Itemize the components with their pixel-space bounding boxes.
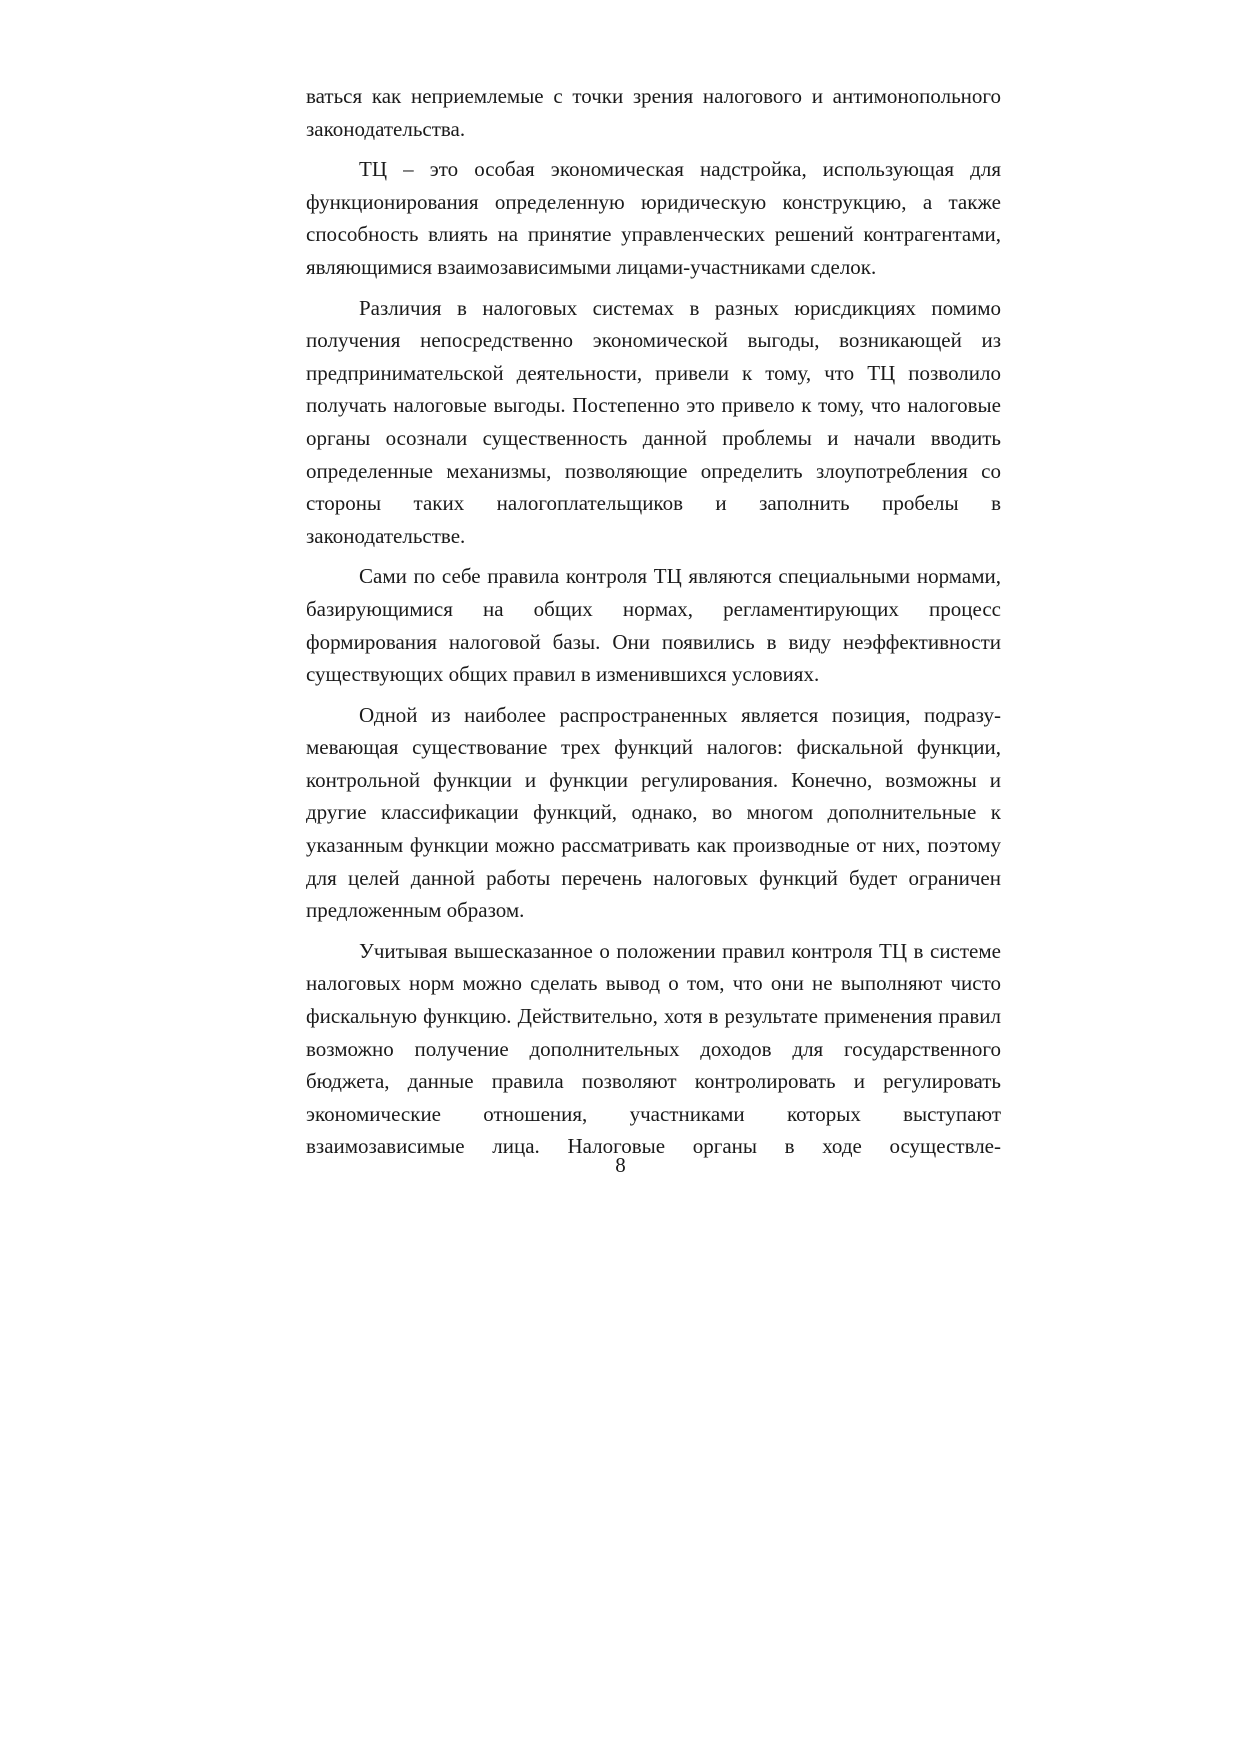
paragraph-6: Учитывая вышесказанное о положении правил контроля ТЦ в системе налоговых норм можно сделать вывод о том, что они не выполняют чисто фискальную функцию. Действительно, хотя в результате применения правил возможно получение дополнительных доходов для государственного бюджета, данные правила позволяют контролировать и регулировать экономические отношения, участниками которых выступают взаимозависимые лица. Налоговые органы в ходе осуществле- <box>306 938 1001 1159</box>
page-number: 8 <box>615 1153 626 1177</box>
paragraph-1: ваться как неприемлемые с точки зрения налогового и антимонопольного законодательства. <box>306 84 1001 141</box>
paragraph-2: ТЦ – это особая экономическая надстройка, использующая для функционирования определенную юридическую конструкцию, а также способность влиять на принятие управленческих решений контрагентами, являющимися взаимозависимыми лицами-участниками сделок. <box>306 157 1001 279</box>
body-text <box>306 80 1001 1163</box>
paragraph-3: Различия в налоговых системах в разных юрисдикциях помимо получения непосредственно экономической выгоды, возникающей из предпринимательской деятельности, привели к тому, что ТЦ позволило получать налоговые выгоды. Постепенно это привело к тому, что налоговые органы осознали существенность данной проблемы и начали вводить определенные механизмы, позволяющие определить злоупотребления со стороны таких налогоплательщиков и заполнить пробелы в законодательстве. <box>306 295 1001 548</box>
paragraph-4: Сами по себе правила контроля ТЦ являются специальными нормами, базирующимися на общих нормах, регламентирующих процесс формирования налоговой базы. Они появились в виду неэффективности существующих общих правил в изменившихся условиях. <box>306 564 1001 687</box>
paragraph-5: Одной из наиболее распространенных является позиция, подразумевающая существование трех функций налогов: фискальной функции, контрольной функции и функции регулирования. Конечно, возможны и другие классификации функций, однако, во многом дополнительные к указанным функции можно рассматривать как производные от них, поэтому для целей данной работы перечень налоговых функций будет ограничен предложенным образом. <box>306 702 1001 923</box>
